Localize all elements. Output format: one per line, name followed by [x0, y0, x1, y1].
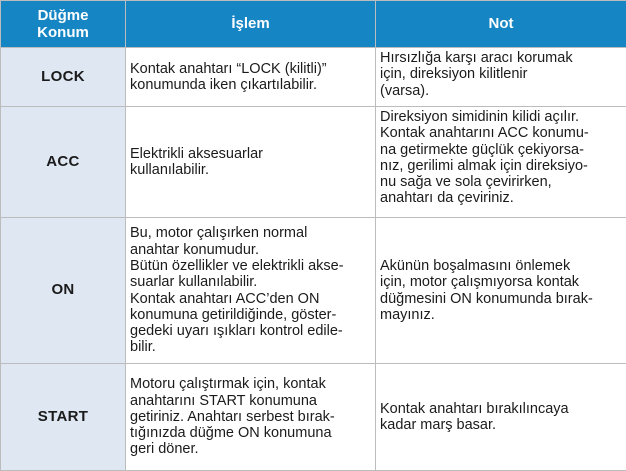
- table-row-acc: [1, 107, 626, 218]
- text-line: konumuna getirildiğinde, göster-: [130, 307, 371, 323]
- text-line: Kontak anahtarı bırakılıncaya: [380, 401, 622, 417]
- text-line: Direksiyon simidinin kilidi açılır.: [380, 109, 622, 125]
- text-line: getiriniz. Anahtarı serbest bırak-: [130, 409, 371, 425]
- text-line: na getirmekte güçlük çekiyorsa-: [380, 142, 622, 158]
- text-line: Bu, motor çalışırken normal: [130, 225, 371, 241]
- operation-cell-lock: [126, 48, 376, 107]
- text-line: Kontak anahtarı ACC’den ON: [130, 291, 371, 307]
- table-row-start: [1, 364, 626, 471]
- position-cell-on: ON: [1, 218, 126, 364]
- text-line: konumunda iken çıkartılabilir.: [130, 77, 371, 93]
- table-row-on: [1, 218, 626, 364]
- text-line: nız, gerilimi almak için direksiyo-: [380, 158, 622, 174]
- table-header: [1, 1, 626, 48]
- text-line: Akünün boşalmasını önlemek: [380, 258, 622, 274]
- text-line: mayınız.: [380, 307, 622, 323]
- text-line: gedeki uyarı ışıkları kontrol edile-: [130, 323, 371, 339]
- header-position-line1: Düğme: [5, 7, 121, 24]
- position-cell-acc: ACC: [1, 107, 126, 218]
- text-line: Kontak anahtarını ACC konumu-: [380, 125, 622, 141]
- text-line: anahtarını START konumuna: [130, 393, 371, 409]
- text-line: için, direksiyon kilitlenir: [380, 66, 622, 82]
- text-line: tığınızda düğme ON konumuna: [130, 425, 371, 441]
- text-line: Bütün özellikler ve elektrikli akse-: [130, 258, 371, 274]
- text-line: Elektrikli aksesuarlar: [130, 146, 371, 162]
- text-line: kullanılabilir.: [130, 162, 371, 178]
- position-cell-start: START: [1, 364, 126, 471]
- note-cell-lock: [376, 48, 626, 107]
- text-line: için, motor çalışmıyorsa kontak: [380, 274, 622, 290]
- text-line: nu sağa ve sola çevirirken,: [380, 174, 622, 190]
- text-line: bilir.: [130, 339, 371, 355]
- note-cell-acc: [376, 107, 626, 218]
- note-cell-on: [376, 218, 626, 364]
- text-line: (varsa).: [380, 83, 622, 99]
- table-row-lock: [1, 48, 626, 107]
- operation-cell-start: [126, 364, 376, 471]
- header-position-line2: Konum: [5, 24, 121, 41]
- text-line: Hırsızlığa karşı aracı korumak: [380, 50, 622, 66]
- operation-cell-on: [126, 218, 376, 364]
- note-cell-start: [376, 364, 626, 471]
- operation-cell-acc: [126, 107, 376, 218]
- text-line: anahtarı da çeviriniz.: [380, 190, 622, 206]
- text-line: düğmesini ON konumunda bırak-: [380, 291, 622, 307]
- text-line: suarlar kullanılabilir.: [130, 274, 371, 290]
- text-line: Kontak anahtarı “LOCK (kilitli)”: [130, 61, 371, 77]
- header-position: [1, 1, 126, 48]
- position-cell-lock: LOCK: [1, 48, 126, 107]
- text-line: Motoru çalıştırmak için, kontak: [130, 376, 371, 392]
- table-body: [1, 48, 626, 471]
- text-line: anahtar konumudur.: [130, 242, 371, 258]
- text-line: kadar marş basar.: [380, 417, 622, 433]
- header-note: Not: [376, 1, 626, 48]
- text-line: geri döner.: [130, 441, 371, 457]
- header-operation: İşlem: [126, 1, 376, 48]
